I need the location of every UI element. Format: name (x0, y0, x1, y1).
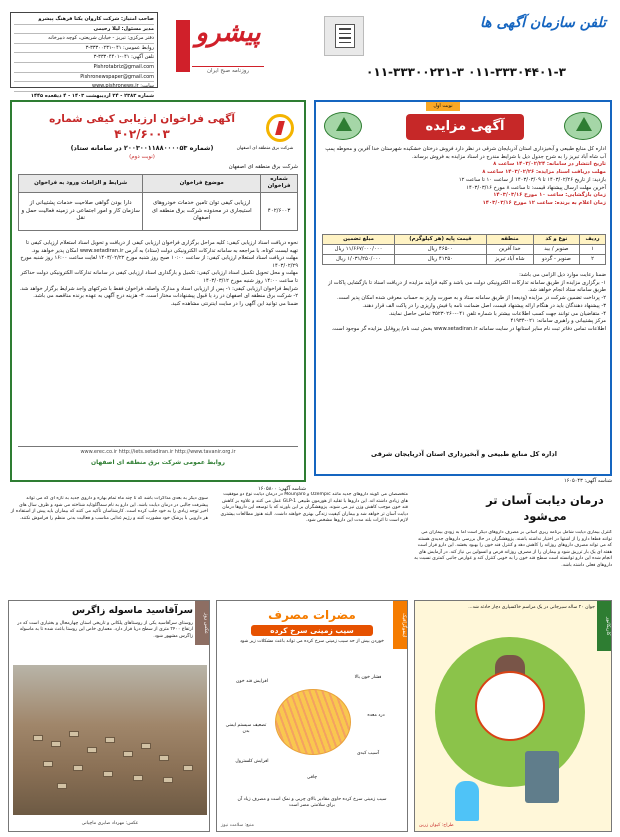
mozayede-condition: ضمنا رعایت موارد ذیل الزامی می باشد: (519, 272, 606, 278)
logo-title: پیشرو (195, 18, 261, 48)
infographic-item: چاقی (306, 775, 318, 780)
masthead-owner: صاحب امتیاز: شرکت کاروان یکتا فرهنگ پیشرو (14, 15, 154, 25)
mozayede-date-line: مهلت دریافت اسناد مزایده: ۱۴۰۳/۰۲/۲۶ ساعت ۸ (482, 169, 606, 176)
newspaper-logo (168, 14, 266, 86)
farakhan-ad (10, 100, 306, 482)
infographic-title: مضرات مصرف (268, 608, 356, 622)
masthead-pr-phone: روابط عمومی: ۰۴۱-۳۳۳۰۰۲۳۱-۳ (14, 44, 154, 54)
photo-of-day-box (8, 600, 210, 832)
fries-infographic (216, 600, 408, 832)
company-logo-icon (266, 114, 294, 142)
farakhan-number: ۴۰۲/۶۰۰۳ (114, 127, 170, 141)
masthead-ads-phone: تلفن آگهی: ۰۴۱-۳۳۳۰۴۴۰۱-۳ (14, 53, 154, 63)
mozayede-condition: ۳- پیشنهاد دهندگان باید در هنگام ارائه پیشنهاد قیمت، اصل ضمانت نامه یا فیش واریزی را در پاکت الف قرار دهند. (362, 302, 606, 309)
mozayede-table (322, 234, 606, 265)
plate-icon (475, 671, 545, 741)
masthead-header (0, 0, 620, 99)
table-cell: ارزیابی کیفی توان تامین خدمات خودروهای استیجاری در محدوده شرکت برق منطقه ای اصفهان (143, 192, 261, 230)
masthead-email2[interactable]: Pishronewspaper@gmail.com (14, 73, 154, 83)
masthead-site[interactable]: سایت: www.pishronews.ir (14, 82, 154, 92)
farakhan-round: (نوبت دوم) (129, 154, 155, 160)
mozayede-organization: اداره کل منابع طبیعی و آبخیزداری استان آذربایجان شرقی (371, 450, 557, 458)
farakhan-body (18, 240, 298, 308)
trash-can-icon (525, 751, 559, 803)
mozayede-date-line: بازدید: از تاریخ ۱۴۰۳/۰۲/۲۶ تا ۱۴۰۳/۰۳/۰۹ از ساعت ۱۰ تا ساعت ۱۲ (458, 176, 606, 183)
infographic-item: تضعیف سیستم ایمنی بدن (225, 723, 267, 735)
mozayede-date-line: زمان اعلام به برنده: ساعت ۱۲ مورخ ۱۴۰۳/۰۳/۱۶ (482, 199, 606, 206)
photo-description: روستای سرآقاسید یکی از روستاهای پلکانی و تاریخی استان چهارمحال و بختیاری است که در ارتفاع ۲۴۰۰ متری از سطح دریا قرار دارد. معماری خاص این روستا باعث شده تا به ماسوله زاگرس مشهور شود. (17, 621, 193, 639)
table-cell: دارا بودن گواهی صلاحیت خدمات پشتیبانی از سازمان کار و امور اجتماعی در زمینه فعالیت حمل و نقل (19, 192, 143, 230)
table-cell: شاه آباد تبریز (486, 255, 533, 265)
infographic-item: افزایش قند خون (236, 679, 268, 684)
table-row (323, 255, 606, 265)
diabetes-column-2: متخصصان می گویند داروهای جدید مانند Ozempic و Mounjaro در درمان دیابت نوع دو موفقیت های زیادی داشته اند. این داروها با تقلید از هورمون طبیعی GLP-1 عمل می کنند و علاوه بر کاهش قند خون موجب کاهش وزن نیز می شوند. پژوهشگران بر این باورند که با توسعه این داروها درمان دیابت آسان تر خواهد شد و بیماران کیفیت زندگی بهتری خواهند داشت. البته هنوز مطالعات بیشتری لازم است تا اثرات بلند مدت این داروها مشخص شود. (220, 492, 408, 523)
photo-credit: عکس: مهرداد صابری ماچیانی (81, 820, 139, 826)
cartoon-label: کاریکاتور (597, 601, 611, 651)
table-cell: خدا آفرین (486, 245, 533, 255)
infographic-subtitle: سیب زمینی سرخ کرده (251, 625, 373, 636)
photo-of-day-label: عکس روز (195, 601, 209, 645)
village-photo (13, 665, 207, 815)
diabetes-column-3: سوی دیگر به بعدی مذاکرات باشد که تا چند ماه تمام بهاره و داروی جدید به تازه ای که می تواند پیشرفت جالبی در درمان دیابت باشد. این دارو به نام سماگلوتاید شناخته می شود و ظرف سال های اخیر توجه زیادی را به خود جلب کرده است. کارشناسان تأکید می کنند که بیماران باید پیش از استفاده از هر دارویی با پزشک خود مشورت کنند و رژیم غذایی مناسب و فعالیت بدنی منظم را فراموش نکنند. (10, 496, 208, 521)
ad-phone-numbers: ۰۱۱-۳۳۳۰۰۲۳۱-۳ ۰۱۱-۳۳۳۰۴۴۰۱-۳ (366, 65, 566, 79)
mozayede-text (322, 146, 606, 208)
infographic-item: فشار خون بالا (354, 675, 382, 680)
mozayede-conditions (322, 272, 606, 334)
cartoon-caption: جوان ۲۰ ساله سیرجانی در یک مراسم خاکسپاری دچار حادثه شد... (468, 605, 595, 610)
farakhan-ad-code: شناسه آگهی: ۱۶۰۵۸۰۰ (257, 486, 306, 492)
natural-resources-emblem-icon (564, 112, 602, 140)
farakhan-paragraph: شرایط فراخوان ارزیابی کیفی: ۱- پس از ارزیابی اسناد و مدارک واصله، فراخوان فقط با شرکتهای واجد شرایط برگزار خواهد شد. ۲- شرکت برق منطقه ای اصفهان در رد یا قبول پیشنهادات مختار است. ۳- هزینه درج آگهی به عهده برنده مناقصه می باشد. (19, 285, 298, 300)
mozayede-date-line: آخرین مهلت ارسال پیشنهاد قیمت: تا ساعت ۸ مورخ ۱۴۰۳/۰۳/۱۶ (466, 184, 606, 191)
table-header: ردیف (580, 235, 606, 245)
child-figure-icon (455, 781, 479, 821)
farakhan-table (18, 174, 298, 231)
ad-phone-box (318, 12, 612, 88)
farakhan-paragraph: ضمنا می توانید این آگهی را در سایت اینترنتی مشاهده کنید. (170, 300, 298, 307)
farakhan-subtitle: (شماره ۲۰۰۳۰۰۱۱۸۸۰۰۰۰۵۳ در سامانه ستاد) (70, 144, 214, 152)
diabetes-column-1: کنترل بیماری دیابت شامل برنامه ریزی آسانی بر مصرف داروهای دیگر است اما به زودی بیماران می توانند قطعا دارو را از اشتها در اختیار نداشته باشند. پژوهشگران در حال بررسی داروهای جدیدی هستند که می تواند مصرف داروهای روزانه را کاهش دهد و کنترل قند خون را بهبود بخشد. این دارو قرار است هفته ای یک بار تزریق شود و بیماران را از مصرف روزانه قرص و انسولین بی نیاز کند. در آزمایش های انجام شده این دارو توانسته است سطح قند خون را به خوبی کنترل کند و عوارض جانبی کمتری نسبت به داروهای فعلی داشته باشد. (414, 530, 612, 568)
table-header: نوع و کد (533, 235, 579, 245)
farakhan-paragraph: مهلت دریافت اسناد استعلام ارزیابی کیفی: از ساعت ۱۰:۰۰ صبح روز شنبه مورخ ۱۴۰۳/۰۲/۲۲ لغایت ساعت ۱۶:۰۰ روز شنبه مورخ ۱۴۰۳/۰۲/۲۹ (20, 255, 298, 269)
table-header: موضوع فراخوان (143, 175, 261, 193)
french-fries-icon (275, 689, 351, 755)
mozayede-ad (314, 100, 612, 476)
mozayede-date-line: زمان بازگشایی: ساعت ۱۰ مورخ ۱۴۰۳/۰۳/۱۶ (493, 192, 606, 199)
document-icon (324, 16, 364, 56)
masthead-issue: شماره ۲۳۸۳ - ۲۴ اردیبهشت ۱۴۰۳ - ۴ ذیقعده ۱۴۴۵ (30, 92, 154, 99)
diabetes-headline: درمان دیابت آسان تر می‌شود (486, 493, 604, 523)
table-cell: ۴۰۲/۶۰۰۳ (261, 192, 298, 230)
infographic-footer: سیب زمینی سرخ کرده حاوی مقادیر بالای چربی و نمک است و مصرف زیاد آن برای سلامتی مضر است (237, 797, 387, 808)
table-cell: صنوبر / بید (533, 245, 579, 255)
infographic-item: آسیب کبدی (356, 751, 380, 756)
farakhan-footer (18, 446, 298, 474)
photo-title: سرآقاسید ماسوله زاگرس (72, 605, 193, 616)
infographic-item: افزایش کلسترول (235, 759, 269, 764)
table-header: شماره فراخوان (261, 175, 298, 193)
table-cell: ۴۶۵۰۰ ریال (395, 245, 487, 255)
mozayede-date-line: تاریخ انتشار در سامانه: ۱۴۰۳/۰۲/۲۴ ساعت ۸ (493, 161, 606, 168)
mozayede-condition: ۱- برگزاری مزایده از طریق سامانه تدارکات الکترونیکی دولت می باشد و کلیه فرآیند مزایده از دریافت اسناد تا بازگشایی پاکات از طریق سامانه ستاد انجام خواهد شد. (328, 279, 606, 294)
farakhan-urls[interactable]: www.erec.co.ir http://iets.setadiran.ir http://www.tavanir.org.ir (80, 449, 236, 455)
farakhan-paragraph: مهلت و محل تحویل تکمیل اسناد ارزیابی کیفی: تکمیل و بارگذاری اسناد ارزیابی کیفی در سامانه تدارکات الکترونیکی دولت حداکثر تا ساعت ۱۴:۰۰ روز شنبه مورخ ۱۴۰۳/۰۳/۱۲ (20, 270, 298, 284)
table-header: قیمت پایه (هر کیلوگرم) (395, 235, 487, 245)
infographic-item: درد معده (367, 713, 385, 718)
masthead-email[interactable]: Pishrotabriz@gmail.com (14, 63, 154, 73)
natural-resources-emblem-icon (324, 112, 362, 140)
table-cell: ۱/۰۳۱/۲۵۰/۰۰۰ ریال (323, 255, 395, 265)
mozayede-banner: آگهی مزایده (406, 114, 524, 140)
table-cell: صنوبر - گردو (533, 255, 579, 265)
table-header: منطقه (486, 235, 533, 245)
logo-tagline: روزنامه صبح ایران (192, 66, 264, 75)
farakhan-title: آگهی فراخوان ارزیابی کیفی شماره (49, 113, 235, 125)
table-cell: ۴۱۲۵۰ ریال (395, 255, 487, 265)
mozayede-round-badge: نوبت اول (426, 102, 460, 111)
mozayede-condition: ۴- متقاضیان می توانند جهت کسب اطلاعات بیشتر با شماره تلفن ۰۴۱-۳۵۲۳۰۲۶۰ تماس حاصل نمایند. (388, 310, 606, 317)
ad-phone-title: تلفن سازمان آگهی ها (479, 15, 606, 31)
table-header: مبلغ تضمین (323, 235, 395, 245)
mozayede-condition: مرکز پشتیبانی و راهبری سامانه: ۰۲۱-۴۱۹۳۴ (510, 318, 606, 325)
farakhan-pr: روابط عمومی شرکت برق منطقه ای اصفهان (91, 458, 225, 466)
table-header: شرایط و الزامات ورود به فراخوان (19, 175, 143, 193)
masthead-info (10, 12, 158, 99)
farakhan-company: شرکت برق منطقه ای اصفهان (236, 146, 294, 151)
table-row (19, 192, 298, 230)
mozayede-ad-code: شناسه آگهی: ۱۶۰۵۰۴۳ (563, 478, 612, 484)
table-row (323, 245, 606, 255)
masthead-office: دفتر مرکزی: تبریز - خیابان شریعتی، کوچه دبیرخانه (14, 34, 154, 44)
table-cell: ۱۱/۶۶۷/۰۰۰/۰۰۰ ریال (323, 245, 395, 255)
cartoon-credit: طراح: کیوان زرین (419, 822, 454, 828)
table-cell: ۱ (580, 245, 606, 255)
cartoon-box (414, 600, 612, 832)
infographic-lead: خوردن بیش از حد سیب زمینی سرخ کرده می تواند باعث مشکلات زیر شود (240, 639, 384, 644)
farakhan-employer: شرکت برق منطقه ای اصفهان (228, 164, 298, 170)
masthead-director: مدیر مسئول: لیلا رحیمی (14, 25, 154, 35)
farakhan-paragraph: نحوه دریافت اسناد ارزیابی کیفی: کلیه مراحل برگزاری فراخوان ارزیابی کیفی از دریافت و تحویل اسناد استعلام ارزیابی کیفی تا تهیه لیست کوتاه، با مراجعه به سامانه تدارکات الکترونیکی دولت (ستاد) به آدرس www.setadiran.ir امکان پذیر خواهد بود. (25, 240, 298, 254)
mozayede-condition: اطلاعات تماس دفاتر ثبت نام سایر استانها در سایت سامانه www.setadiran.ir بخش ثبت نام/ پروفایل مزایده گر موجود است. (331, 325, 606, 332)
table-cell: ۲ (580, 255, 606, 265)
mozayede-condition: ۲- پرداخت تضمین شرکت در مزایده (ودیعه) از طریق سامانه ستاد و به صورت واریز به حساب معرفی شده امکان پذیر است. (337, 295, 606, 302)
mozayede-paragraph: اداره کل منابع طبیعی و آبخیزداری استان آذربایجان شرقی در نظر دارد فروش درختان خشکیده شهرستان خدا آفرین و محوطه پمپ آب شاه آباد تبریز را به شرح جدول ذیل با شرایط مندرج در اسناد مزایده به فروش برساند. (325, 146, 606, 160)
logo-red-bar (176, 20, 190, 72)
infographic-source: منبع: سلامت نیوز (221, 822, 254, 828)
infographic-label: اینفوگرافیک (393, 601, 407, 649)
